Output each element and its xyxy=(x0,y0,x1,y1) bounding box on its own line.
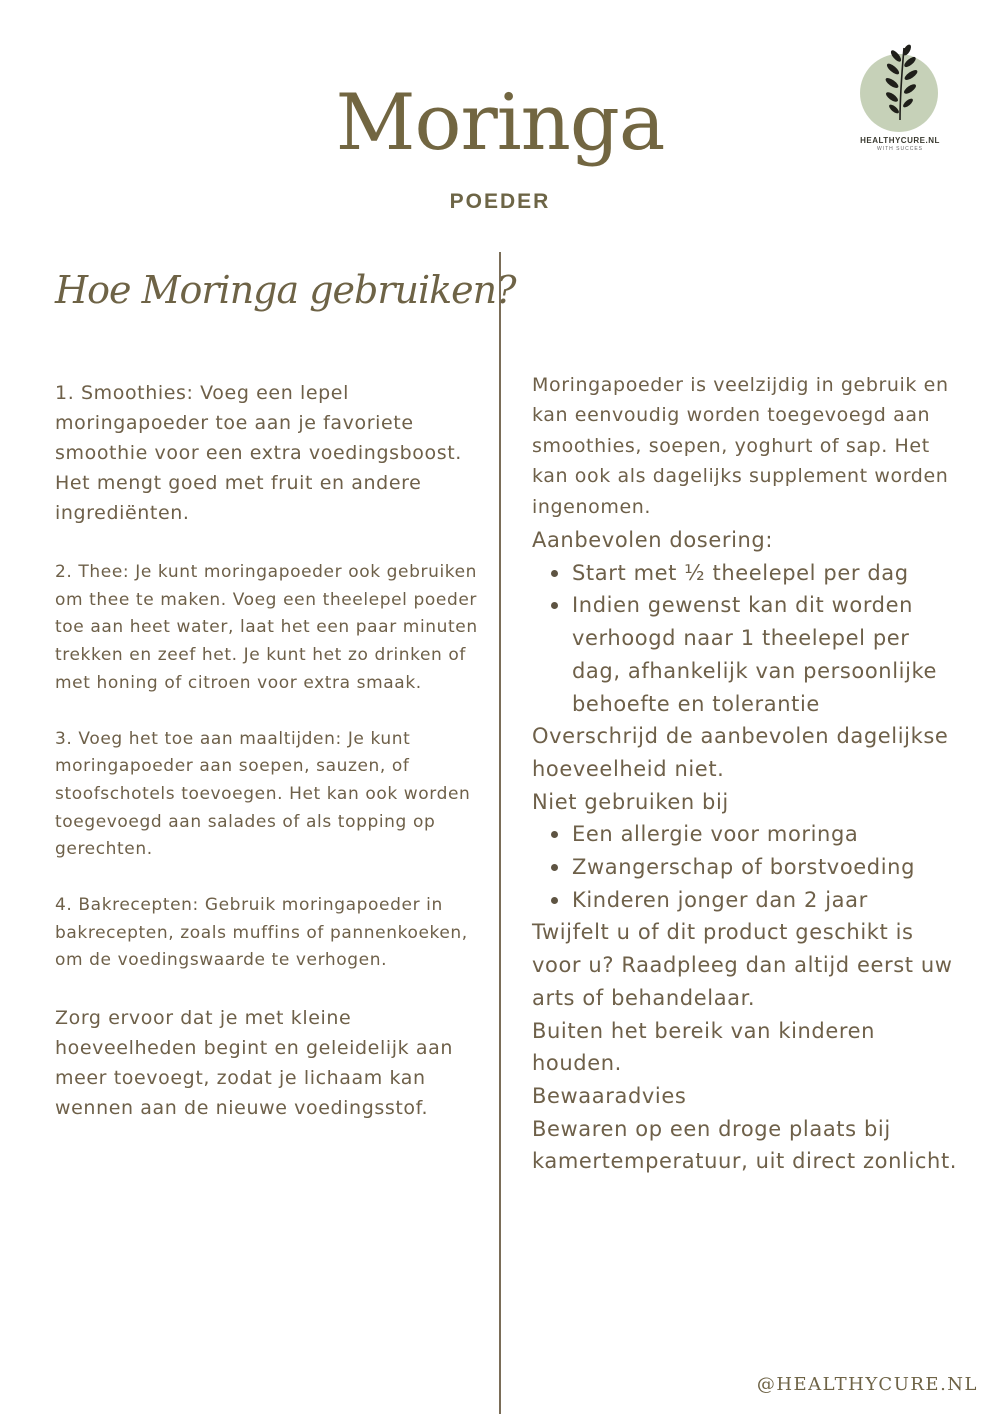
brand-logo xyxy=(848,42,952,154)
leaf-branch-icon xyxy=(874,42,924,122)
page-subtitle: POEDER xyxy=(449,190,551,213)
usage-paragraph-tea: 2. Thee: Je kunt moringapoeder ook gebruiken om thee te maken. Voeg een theelepel poeder toe aan heet water, laat het een paar minuten trekken en zeef het. Je kunt het zo drinken of met honing of citroen voor extra smaak. xyxy=(55,562,478,693)
dosage-heading: Aanbevolen dosering: xyxy=(532,528,774,553)
usage-paragraph-baking: 4. Bakrecepten: Gebruik moringapoeder in bakrecepten, zoals muffins of pannenkoeken, om de voedingswaarde te verhogen. xyxy=(55,895,468,971)
section-heading: Hoe Moringa gebruiken? xyxy=(55,268,516,312)
usage-paragraph-meals: 3. Voeg het toe aan maaltijden: Je kunt moringapoeder aan soepen, sauzen, of stoofschotels toevoegen. Het kan ook worden toegevoegd aan salades of als topping op gerechten. xyxy=(55,728,471,860)
children-text: Buiten het bereik van kinderen houden. xyxy=(532,1018,876,1076)
storage-text: Bewaren op een droge plaats bij kamertemperatuur, uit direct zonlicht. xyxy=(532,1116,958,1174)
storage-heading: Bewaaradvies xyxy=(532,1083,687,1108)
usage-paragraph-advice: Zorg ervoor dat je met kleine hoeveelheden begint en geleidelijk aan meer toevoegt, zodat je lichaam kan wennen aan de nieuwe voedingsstof. xyxy=(55,1007,453,1120)
list-item: Een allergie voor moringa xyxy=(572,818,962,851)
usage-column xyxy=(55,378,485,1123)
warning-text: Overschrijd de aanbevolen dagelijkse hoeveelheid niet. xyxy=(532,724,949,781)
dosage-list xyxy=(532,557,962,721)
list-item: Start met ½ theelepel per dag xyxy=(572,557,962,590)
page-title: Moringa xyxy=(335,78,665,168)
not-use-heading: Niet gebruiken bij xyxy=(532,789,729,814)
intro-paragraph: Moringapoeder is veelzijdig in gebruik en kan eenvoudig worden toegevoegd aan smoothies, soepen, yoghurt of sap. Het kan ook als dagelijks supplement worden ingenomen. xyxy=(532,374,949,518)
social-handle: @HEALTHYCURE.NL xyxy=(756,1374,978,1395)
doubt-text: Twijfelt u of dit product geschikt is voor u? Raadpleeg dan altijd eerst uw arts of behandelaar. xyxy=(532,920,953,1010)
info-column xyxy=(532,370,962,1178)
usage-paragraph-smoothies: 1. Smoothies: Voeg een lepel moringapoeder toe aan je favoriete smoothie voor een extra voedingsboost. Het mengt goed met fruit en andere ingrediënten. xyxy=(55,382,462,524)
not-use-list xyxy=(532,818,962,916)
logo-name: HEALTHYCURE.NL xyxy=(860,136,940,145)
list-item: Kinderen jonger dan 2 jaar xyxy=(572,884,962,917)
list-item: Indien gewenst kan dit worden verhoogd naar 1 theelepel per dag, afhankelijk van persoonlijke behoefte en tolerantie xyxy=(572,589,962,720)
logo-tagline: WITH SUCCES xyxy=(877,146,923,152)
column-divider xyxy=(499,252,501,1414)
list-item: Zwangerschap of borstvoeding xyxy=(572,851,962,884)
